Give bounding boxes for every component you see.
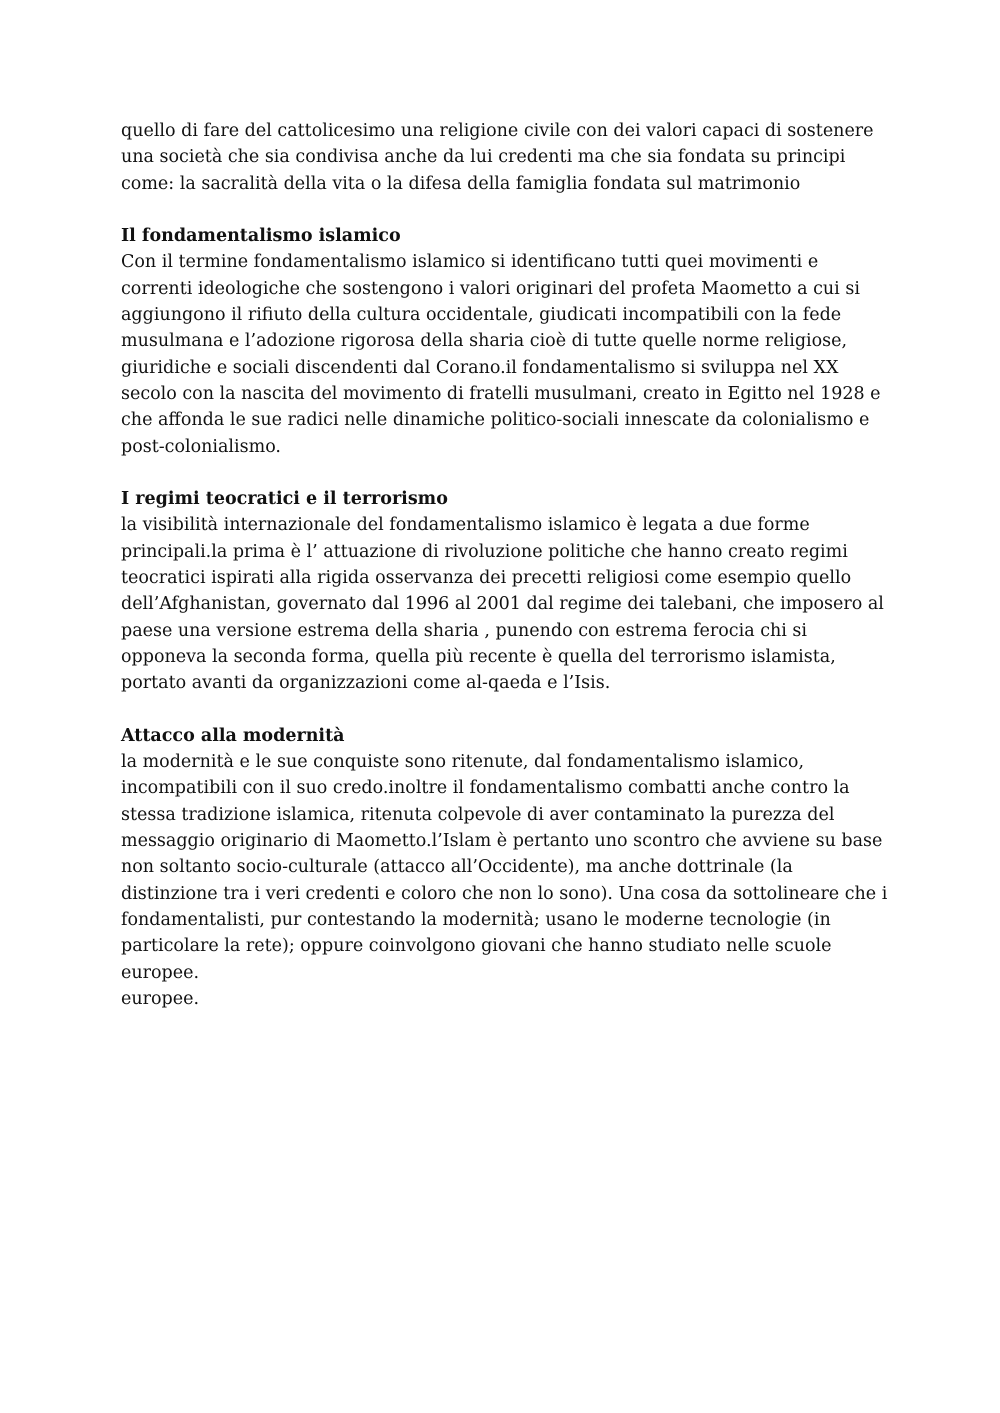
text-line: stessa tradizione islamica, ritenuta colpevole di aver contaminato la purezza del — [121, 804, 835, 825]
text-line: dell’Afghanistan, governato dal 1996 al 2001 dal regime dei talebani, che imposero al — [121, 594, 884, 615]
section-heading: Attacco alla modernità — [121, 725, 345, 746]
text-line: che affonda le sue radici nelle dinamiche politico-sociali innescate da colonialismo e — [121, 410, 870, 431]
text-line: correnti ideologiche che sostengono i valori originari del profeta Maometto a cui si — [121, 278, 860, 299]
text-line: giuridiche e sociali discendenti dal Corano.il fondamentalismo si sviluppa nel XX — [121, 357, 839, 378]
text-line: teocratici ispirati alla rigida osservanza dei precetti religiosi come esempio quello — [121, 568, 852, 589]
text-line: portato avanti da organizzazioni come al-qaeda e l’Isis. — [121, 673, 611, 694]
text-line: distinzione tra i veri credenti e coloro che non lo sono). Una cosa da sottolineare che i — [121, 883, 888, 904]
section-heading: Il fondamentalismo islamico — [121, 226, 401, 247]
text-line: post-colonialismo. — [121, 436, 281, 457]
text-line: principali.la prima è l’ attuazione di rivoluzione politiche che hanno creato regimi — [121, 541, 848, 562]
text-line: la visibilità internazionale del fondamentalismo islamico è legata a due forme — [121, 515, 810, 536]
text-line: non soltanto socio-culturale (attacco all’Occidente), ma anche dottrinale (la — [121, 857, 793, 878]
text-line: aggiungono il rifiuto della cultura occidentale, giudicati incompatibili con la fede — [121, 305, 842, 326]
text-line: messaggio originario di Maometto.l’Islam è pertanto uno scontro che avviene su base — [121, 831, 883, 852]
section-regimi-teocratici — [121, 486, 891, 696]
section-fondamentalismo — [121, 223, 891, 460]
text-line: musulmana e l’adozione rigorosa della sharia cioè di tutte quelle norme religiose, — [121, 331, 848, 352]
intro-paragraph — [121, 118, 891, 197]
text-line: quello di fare del cattolicesimo una religione civile con dei valori capaci di sostenere — [121, 121, 874, 141]
section-attacco-modernita — [121, 723, 891, 1012]
paragraph-spacer — [121, 197, 891, 223]
text-line: europee. — [121, 988, 200, 1009]
text-line: Con il termine fondamentalismo islamico si identificano tutti quei movimenti e — [121, 252, 819, 273]
text-line: fondamentalisti, pur contestando la modernità; usano le moderne tecnologie (in — [121, 909, 831, 930]
document-page — [121, 118, 891, 1012]
text-line: paese una versione estrema della sharia , punendo con estrema ferocia chi si — [121, 620, 808, 641]
text-line: una società che sia condivisa anche da lui credenti ma che sia fondata su principi — [121, 147, 846, 168]
text-line: secolo con la nascita del movimento di fratelli musulmani, creato in Egitto nel 1928 e — [121, 383, 881, 404]
section-heading: I regimi teocratici e il terrorismo — [121, 489, 448, 510]
text-line: incompatibili con il suo credo.inoltre il fondamentalismo combatti anche contro la — [121, 778, 850, 799]
paragraph-spacer — [121, 460, 891, 486]
paragraph-spacer — [121, 697, 891, 723]
text-line: europee. — [121, 962, 200, 983]
text-line: particolare la rete); oppure coinvolgono giovani che hanno studiato nelle scuole — [121, 936, 832, 957]
text-line: la modernità e le sue conquiste sono ritenute, dal fondamentalismo islamico, — [121, 752, 805, 773]
text-line: come: la sacralità della vita o la difesa della famiglia fondata sul matrimonio — [121, 173, 801, 194]
text-line: opponeva la seconda forma, quella più recente è quella del terrorismo islamista, — [121, 646, 836, 667]
